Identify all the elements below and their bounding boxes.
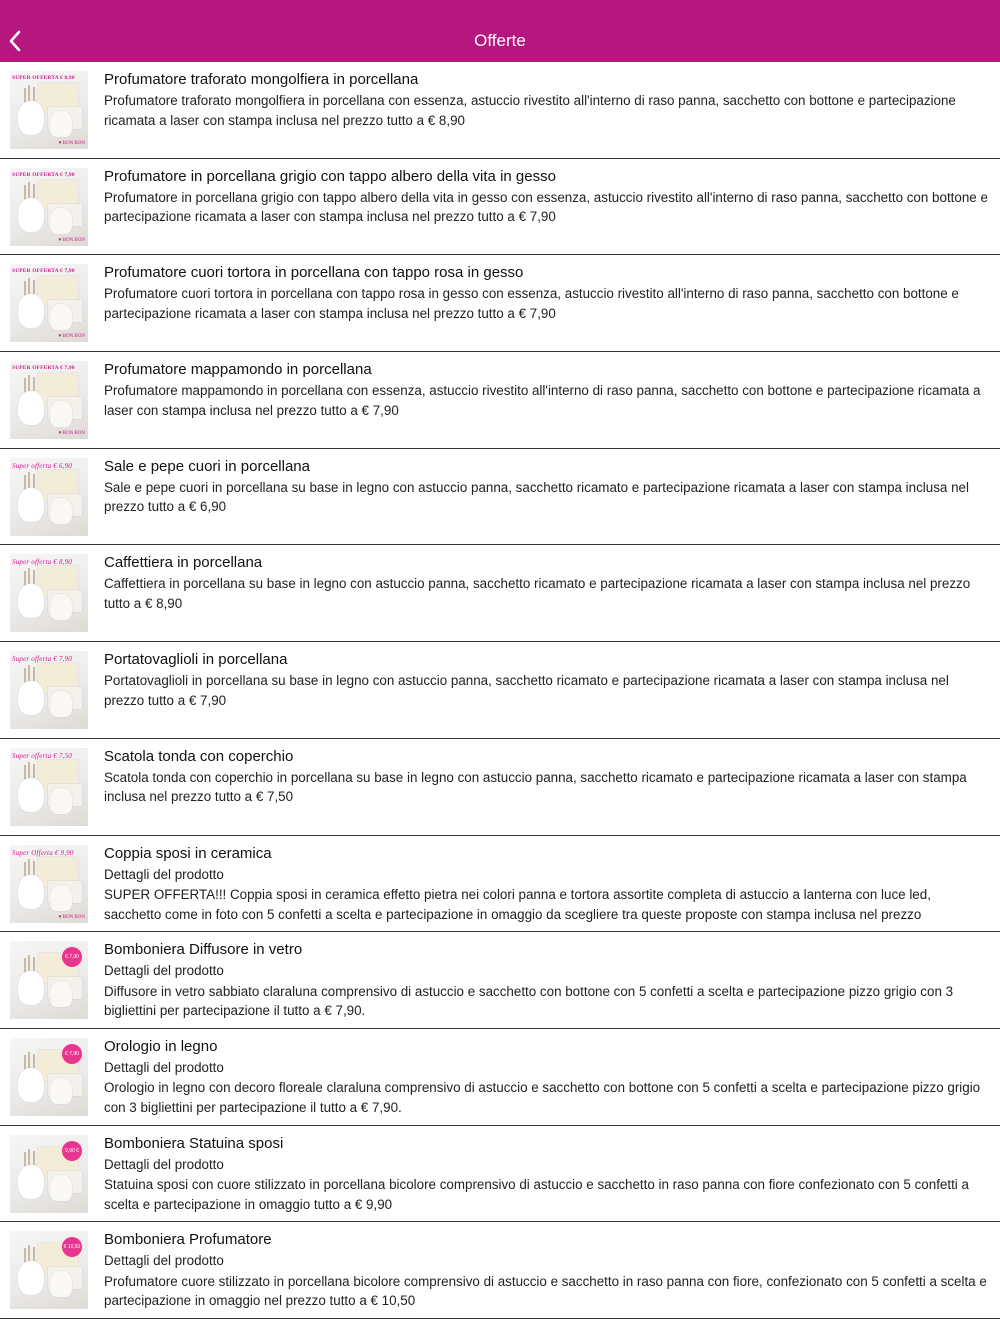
- product-image-shape: [50, 1175, 72, 1201]
- item-description: Caffettiera in porcellana su base in legno con astuccio panna, sacchetto ricamato e partecipazione ricamata a laser con stampa inclusa nel prezzo tutto a € 8,90: [104, 576, 971, 611]
- list-item[interactable]: [0, 352, 1000, 449]
- product-image-shape: [18, 681, 44, 715]
- item-title: Profumatore mappamondo in porcellana: [104, 361, 372, 379]
- price-badge: € 10,50: [62, 1237, 82, 1257]
- item-text: [104, 70, 988, 130]
- product-image-shape: [18, 1165, 44, 1199]
- back-button[interactable]: [4, 22, 26, 60]
- item-text: [104, 747, 988, 807]
- item-text: [104, 650, 988, 710]
- brand-logo: ♥ BON BON: [59, 431, 85, 436]
- price-badge: € 7,90: [62, 947, 82, 967]
- product-image-shape: [50, 111, 72, 137]
- offer-tag: SUPER OFFERTA € 7,90: [12, 365, 75, 372]
- list-item[interactable]: [0, 255, 1000, 352]
- product-image-shape: [50, 788, 72, 814]
- item-description: Profumatore cuori tortora in porcellana con tappo rosa in gesso con essenza, astuccio rivestito all'interno di raso panna, sacchetto con bottone e partecipazione ricamata a laser con stampa inclusa nel prezzo tutto a € 7,90: [104, 286, 959, 321]
- product-image-shape: [50, 498, 72, 524]
- product-thumbnail: [10, 71, 88, 149]
- item-text: [104, 553, 988, 613]
- item-title: Orologio in legno: [104, 1037, 218, 1055]
- page-title: Offerte: [474, 31, 526, 50]
- product-image-shape: [50, 304, 72, 330]
- product-image-shape: [50, 401, 72, 427]
- offer-tag: Super offerta € 8,90: [12, 558, 72, 567]
- price-badge: 9,90 €: [62, 1141, 82, 1161]
- product-image-shape: [50, 594, 72, 620]
- item-title: Caffettiera in porcellana: [104, 554, 263, 572]
- list-item[interactable]: [0, 545, 1000, 642]
- product-image-shape: [50, 885, 72, 911]
- item-text: [104, 1230, 988, 1311]
- product-image-shape: [18, 101, 44, 135]
- brand-logo: ♥ BON BON: [59, 915, 85, 920]
- brand-logo: ♥ BON BON: [59, 141, 85, 146]
- item-title: Coppia sposi in ceramica: [104, 844, 272, 862]
- product-thumbnail: [10, 845, 88, 923]
- list-item[interactable]: [0, 1222, 1000, 1319]
- item-description: Diffusore in vetro sabbiato claraluna comprensivo di astuccio e sacchetto con bottone con 5 confetti a scelta e partecipazione pizzo grigio con 3 bigliettini per partecipazione il tutto a € 7,90.: [104, 983, 954, 1019]
- item-title: Profumatore cuori tortora in porcellana con tappo rosa in gesso: [104, 264, 524, 282]
- product-image-shape: [18, 875, 44, 909]
- product-image-shape: [18, 488, 44, 522]
- offer-tag: Super offerta € 7,50: [12, 751, 72, 760]
- list-item[interactable]: [0, 932, 1000, 1029]
- item-title: Bomboniera Diffusore in vetro: [104, 941, 303, 959]
- product-image-shape: [18, 1068, 44, 1102]
- product-image-shape: [50, 691, 72, 717]
- offers-list: [0, 62, 1000, 1319]
- product-image-shape: [18, 584, 44, 618]
- product-image-shape: [50, 981, 72, 1007]
- item-text: [104, 457, 988, 517]
- list-item[interactable]: [0, 1029, 1000, 1126]
- product-image-shape: [50, 1271, 72, 1297]
- item-description: Profumatore in porcellana grigio con tappo albero della vita in gesso con essenza, astuccio rivestito all'interno di raso panna, sacchetto con bottone e partecipazione ricamata a laser con stampa inclusa nel prezzo tutto a € 7,90: [104, 189, 988, 225]
- item-text: [104, 940, 988, 1021]
- item-description: Scatola tonda con coperchio in porcellana su base in legno con astuccio panna, sacchetto ricamato e partecipazione ricamata a laser con stampa inclusa nel prezzo tutto a € 7,50: [104, 769, 967, 805]
- brand-logo: ♥ BON BON: [59, 334, 85, 339]
- item-title: Portatovaglioli in porcellana: [104, 651, 288, 669]
- product-thumbnail: [10, 1135, 88, 1213]
- product-thumbnail: [10, 168, 88, 246]
- product-image-shape: [18, 294, 44, 328]
- product-thumbnail: [10, 361, 88, 439]
- item-details-label: Dettagli del prodotto: [104, 1059, 224, 1075]
- item-text: [104, 167, 988, 227]
- brand-logo: ♥ BON BON: [59, 238, 85, 243]
- item-description: SUPER OFFERTA!!! Coppia sposi in ceramica effetto pietra nei colori panna e tortora assortite completa di astuccio a lanterna con luce led, sacchetto come in foto con 5 confetti a scelta e partecipazione in omaggio da scegliere tra queste proposte con stampa inclusa nel prezzo: [104, 887, 931, 922]
- product-image-shape: [18, 198, 44, 232]
- product-image-shape: [50, 1078, 72, 1104]
- item-title: Bomboniera Statuina sposi: [104, 1134, 284, 1152]
- product-image-shape: [50, 208, 72, 234]
- item-text: [104, 263, 988, 323]
- item-details-label: Dettagli del prodotto: [104, 866, 224, 882]
- item-description: Profumatore cuore stilizzato in porcellana bicolore comprensivo di astuccio e sacchetto in raso panna con fiore, confezionato con 5 confetti a scelta e partecipazione in omaggio nel prezzo tutto a € 10,50: [104, 1273, 987, 1309]
- product-image-shape: [18, 971, 44, 1005]
- product-thumbnail: [10, 651, 88, 729]
- product-thumbnail: [10, 554, 88, 632]
- list-item[interactable]: [0, 836, 1000, 933]
- offer-tag: SUPER OFFERTA € 7,90: [12, 268, 75, 275]
- list-item[interactable]: [0, 739, 1000, 836]
- product-image-shape: [18, 778, 44, 812]
- chevron-left-icon: [8, 30, 22, 52]
- product-thumbnail: [10, 941, 88, 1019]
- item-title: Sale e pepe cuori in porcellana: [104, 457, 310, 475]
- item-text: [104, 1134, 988, 1215]
- item-details-label: Dettagli del prodotto: [104, 963, 224, 979]
- offer-tag: Super Offerta € 9,90: [12, 848, 74, 857]
- list-item[interactable]: [0, 159, 1000, 256]
- item-description: Portatovaglioli in porcellana su base in legno con astuccio panna, sacchetto ricamato e partecipazione ricamata a laser con stampa inclusa nel prezzo tutto a € 7,90: [104, 673, 949, 708]
- product-thumbnail: [10, 748, 88, 826]
- item-description: Orologio in legno con decoro floreale claraluna comprensivo di astuccio e sacchetto con bottone con 5 confetti a scelta e partecipazione pizzo grigio con 3 bigliettini per partecipazione il tutto a € 7,90.: [104, 1080, 981, 1115]
- item-description: Profumatore traforato mongolfiera in porcellana con essenza, astuccio rivestito all'interno di raso panna, sacchetto con bottone e partecipazione ricamata a laser con stampa inclusa nel prezzo tutto a € 8,90: [104, 93, 956, 128]
- item-details-label: Dettagli del prodotto: [104, 1156, 224, 1172]
- product-image-shape: [18, 391, 44, 425]
- item-text: [104, 844, 988, 925]
- offer-tag: Super offerta € 6,90: [12, 461, 72, 470]
- item-details-label: Dettagli del prodotto: [104, 1253, 224, 1269]
- offer-tag: SUPER OFFERTA € 8,90: [12, 75, 75, 81]
- list-item[interactable]: [0, 449, 1000, 546]
- offer-tag: Super offerta € 7,90: [12, 655, 72, 664]
- navigation-bar: [0, 0, 1000, 62]
- item-title: Profumatore in porcellana grigio con tappo albero della vita in gesso: [104, 167, 556, 185]
- list-item[interactable]: [0, 642, 1000, 739]
- item-title: Bomboniera Profumatore: [104, 1231, 272, 1249]
- item-description: Statuina sposi con cuore stilizzato in porcellana bicolore comprensivo di astuccio e sacchetto in raso panna con fiore confezionato con 5 confetti a scelta e partecipazione in omaggio tutto a € 9,90: [104, 1177, 969, 1212]
- item-title: Scatola tonda con coperchio: [104, 747, 294, 765]
- price-badge: € 7,90: [62, 1044, 82, 1064]
- item-text: [104, 1037, 988, 1118]
- product-thumbnail: [10, 458, 88, 536]
- item-description: Profumatore mappamondo in porcellana con essenza, astuccio rivestito all'interno di raso panna, sacchetto con bottone e partecipazione ricamata a laser con stampa inclusa nel prezzo tutto a € 7,90: [104, 383, 981, 418]
- product-thumbnail: [10, 1231, 88, 1309]
- item-text: [104, 360, 988, 420]
- product-thumbnail: [10, 1038, 88, 1116]
- list-item[interactable]: [0, 1126, 1000, 1223]
- item-title: Profumatore traforato mongolfiera in porcellana: [104, 71, 419, 88]
- product-thumbnail: [10, 264, 88, 342]
- product-image-shape: [18, 1261, 44, 1295]
- item-description: Sale e pepe cuori in porcellana su base in legno con astuccio panna, sacchetto ricamato e partecipazione ricamata a laser con stampa inclusa nel prezzo tutto a € 6,90: [104, 479, 969, 515]
- offer-tag: SUPER OFFERTA € 7,90: [12, 171, 75, 178]
- list-item[interactable]: [0, 62, 1000, 159]
